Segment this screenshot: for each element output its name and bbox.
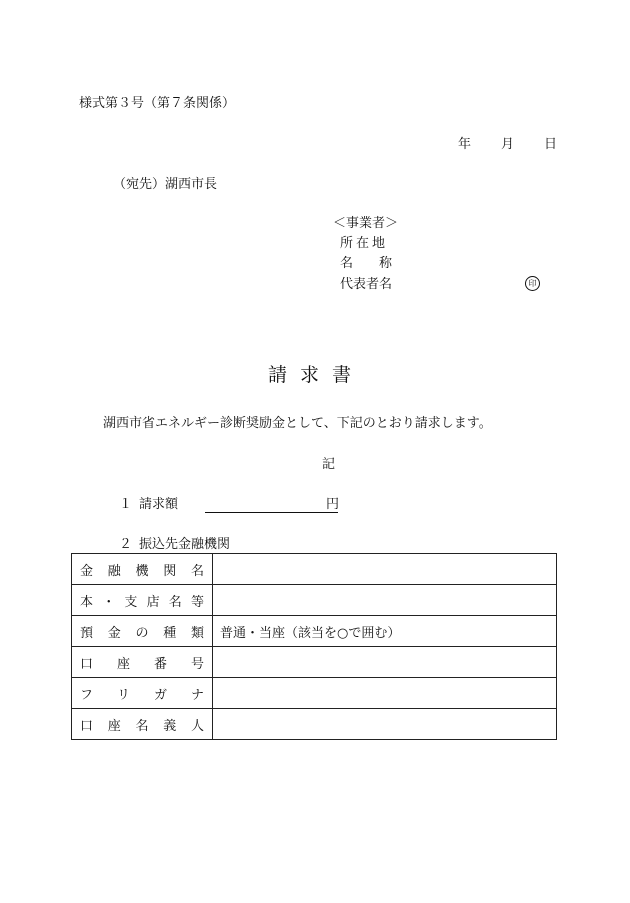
item-1-number: １ [119, 497, 133, 512]
document-title: 請求書 [268, 364, 365, 386]
label-char: 等 [190, 594, 204, 610]
bank-row-label [72, 585, 213, 616]
bank-row-label [72, 616, 213, 647]
business-address-label: 所在地 [340, 236, 389, 251]
date-year-label: 年 [458, 137, 472, 152]
label-char: ・ [102, 594, 116, 610]
item-2-label: 振込先金融機関 [139, 537, 231, 552]
account-holder-value-field[interactable] [213, 709, 557, 740]
label-char: 義 [163, 718, 177, 734]
label-char: 名 [168, 594, 182, 610]
bank-row-account-number [72, 647, 557, 678]
label-char: ナ [190, 687, 204, 703]
label-char: 種 [163, 625, 177, 641]
branch-name-value-field[interactable] [213, 585, 557, 616]
label-char: 融 [107, 563, 121, 579]
yen-unit: 円 [326, 497, 340, 512]
label-char: 名 [190, 563, 204, 579]
bank-row-account-holder [72, 709, 557, 740]
account-type-value-field[interactable]: 普通・当座（該当を○で囲む） [213, 616, 557, 647]
form-number: 様式第３号（第７条関係） [79, 96, 236, 111]
date-month-label: 月 [501, 137, 515, 152]
label-char: 機 [135, 563, 149, 579]
label-char: 口 [80, 718, 94, 734]
label-char: 金 [80, 563, 94, 579]
bank-info-table [71, 553, 557, 740]
ki-heading: 記 [322, 457, 336, 472]
label-char: 名 [135, 718, 149, 734]
account-number-value-field[interactable] [213, 647, 557, 678]
bank-row-furigana [72, 678, 557, 709]
label-char: フ [80, 687, 94, 703]
business-header: ＜事業者＞ [333, 216, 399, 231]
label-char: 番 [153, 656, 167, 672]
furigana-value-field[interactable] [213, 678, 557, 709]
date-day-label: 日 [544, 137, 558, 152]
label-char: の [135, 625, 149, 641]
label-char: 支 [124, 594, 138, 610]
business-name-label [340, 256, 392, 272]
addressee: （宛先）湖西市長 [113, 177, 218, 192]
label-char: 預 [80, 625, 94, 641]
bank-row-branch-name [72, 585, 557, 616]
label-char: 座 [116, 656, 130, 672]
bank-row-bank-name [72, 554, 557, 585]
item-1-label: 請求額 [139, 497, 179, 512]
label-char: 号 [190, 656, 204, 672]
label-char: リ [116, 687, 130, 703]
bank-name-value-field[interactable] [213, 554, 557, 585]
bank-row-label [72, 709, 213, 740]
label-char: 本 [80, 594, 94, 610]
label-char: 店 [146, 594, 160, 610]
business-name-char-2: 称 [379, 256, 393, 271]
label-char: ガ [153, 687, 167, 703]
representative-label: 代表者名 [340, 277, 393, 292]
item-2-number: ２ [119, 537, 133, 552]
bank-row-label [72, 647, 213, 678]
bank-row-label [72, 678, 213, 709]
bank-row-account-type [72, 616, 557, 647]
date-line [458, 137, 557, 153]
bank-row-label [72, 554, 213, 585]
label-char: 口 [80, 656, 94, 672]
label-char: 関 [163, 563, 177, 579]
label-char: 座 [107, 718, 121, 734]
label-char: 類 [190, 625, 204, 641]
body-text: 湖西市省エネルギー診断奨励金として、下記のとおり請求します。 [103, 416, 492, 431]
seal-mark-icon: 印 [525, 276, 540, 291]
amount-input-line[interactable] [205, 497, 338, 513]
label-char: 金 [107, 625, 121, 641]
label-char: 人 [190, 718, 204, 734]
business-name-char-1: 名 [340, 256, 354, 271]
